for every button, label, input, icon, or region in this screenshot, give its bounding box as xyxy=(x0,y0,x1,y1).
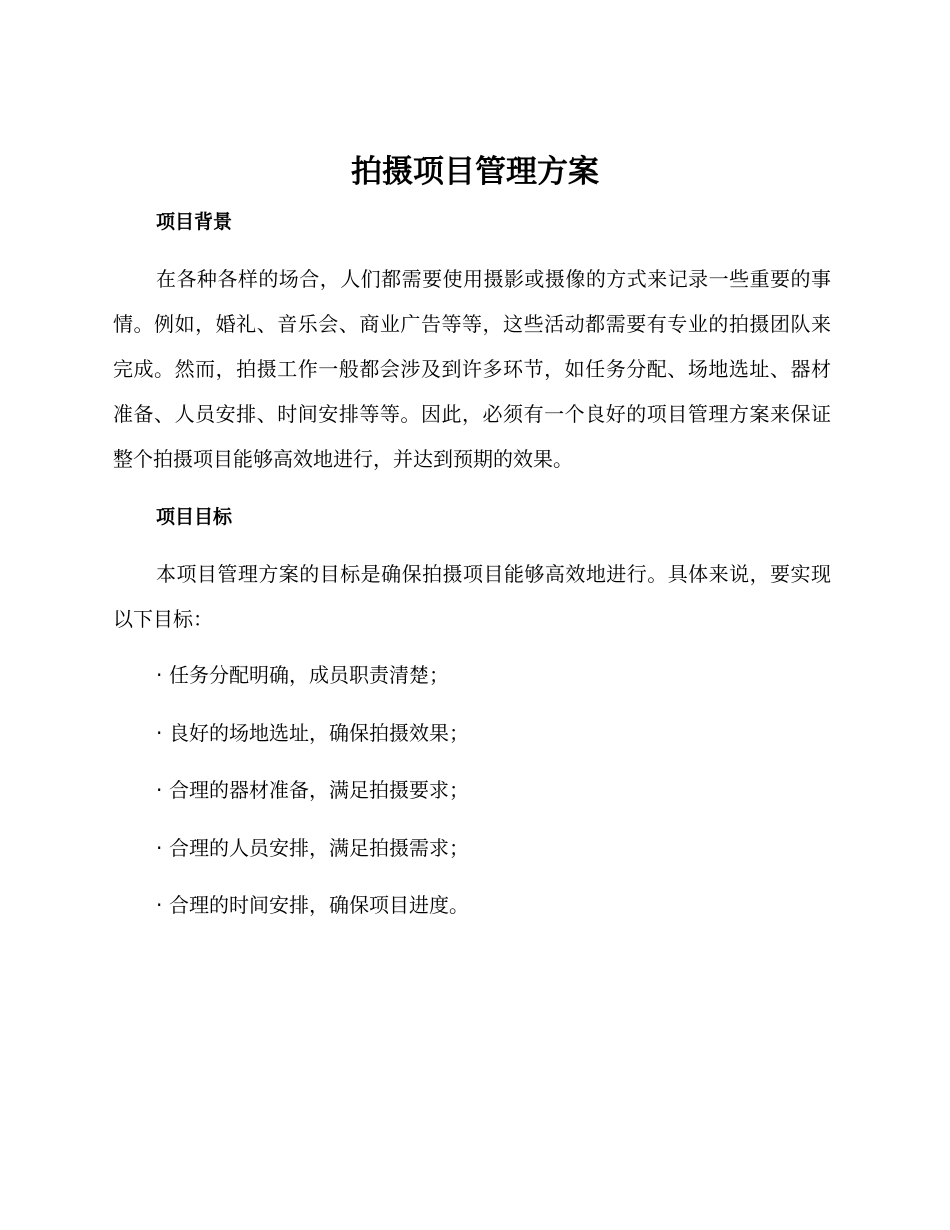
list-item-text: 合理的器材准备，满足拍摄要求； xyxy=(169,778,469,802)
list-item xyxy=(156,833,836,863)
section-heading-goals: 项目目标 xyxy=(156,506,233,528)
list-item xyxy=(156,775,836,805)
bullet-icon: · xyxy=(156,720,163,745)
list-item-text: 任务分配明确，成员职责清楚； xyxy=(169,663,449,687)
bullet-icon: · xyxy=(156,835,163,860)
page-title: 拍摄项目管理方案 xyxy=(351,154,599,190)
bullet-icon: · xyxy=(156,893,163,917)
background-paragraph: 在各种各样的场合，人们都需要使用摄影或摄像的方式来记录一些重要的事情。例如，婚礼、音乐会、商业广告等等，这些活动都需要有专业的拍摄团队来完成。然而，拍摄工作一般都会涉及到许多环节，如任务分配、场地选址、器材准备、人员安排、时间安排等等。因此，必须有一个良好的项目管理方案来保证整个拍摄项目能够高效地进行，并达到预期的效果。 xyxy=(113,267,831,471)
goals-list xyxy=(156,660,836,948)
list-item-text: 合理的时间安排，确保项目进度。 xyxy=(169,893,469,917)
section-heading-background: 项目背景 xyxy=(156,211,233,233)
list-item-text: 合理的人员安排，满足拍摄需求； xyxy=(169,835,469,860)
bullet-icon: · xyxy=(156,778,163,802)
list-item xyxy=(156,660,836,690)
bullet-icon: · xyxy=(156,663,163,687)
list-item-text: 良好的场地选址，确保拍摄效果； xyxy=(169,720,469,745)
list-item xyxy=(156,718,836,748)
goals-paragraph: 本项目管理方案的目标是确保拍摄项目能够高效地进行。具体来说，要实现以下目标： xyxy=(113,562,831,631)
list-item xyxy=(156,890,836,920)
